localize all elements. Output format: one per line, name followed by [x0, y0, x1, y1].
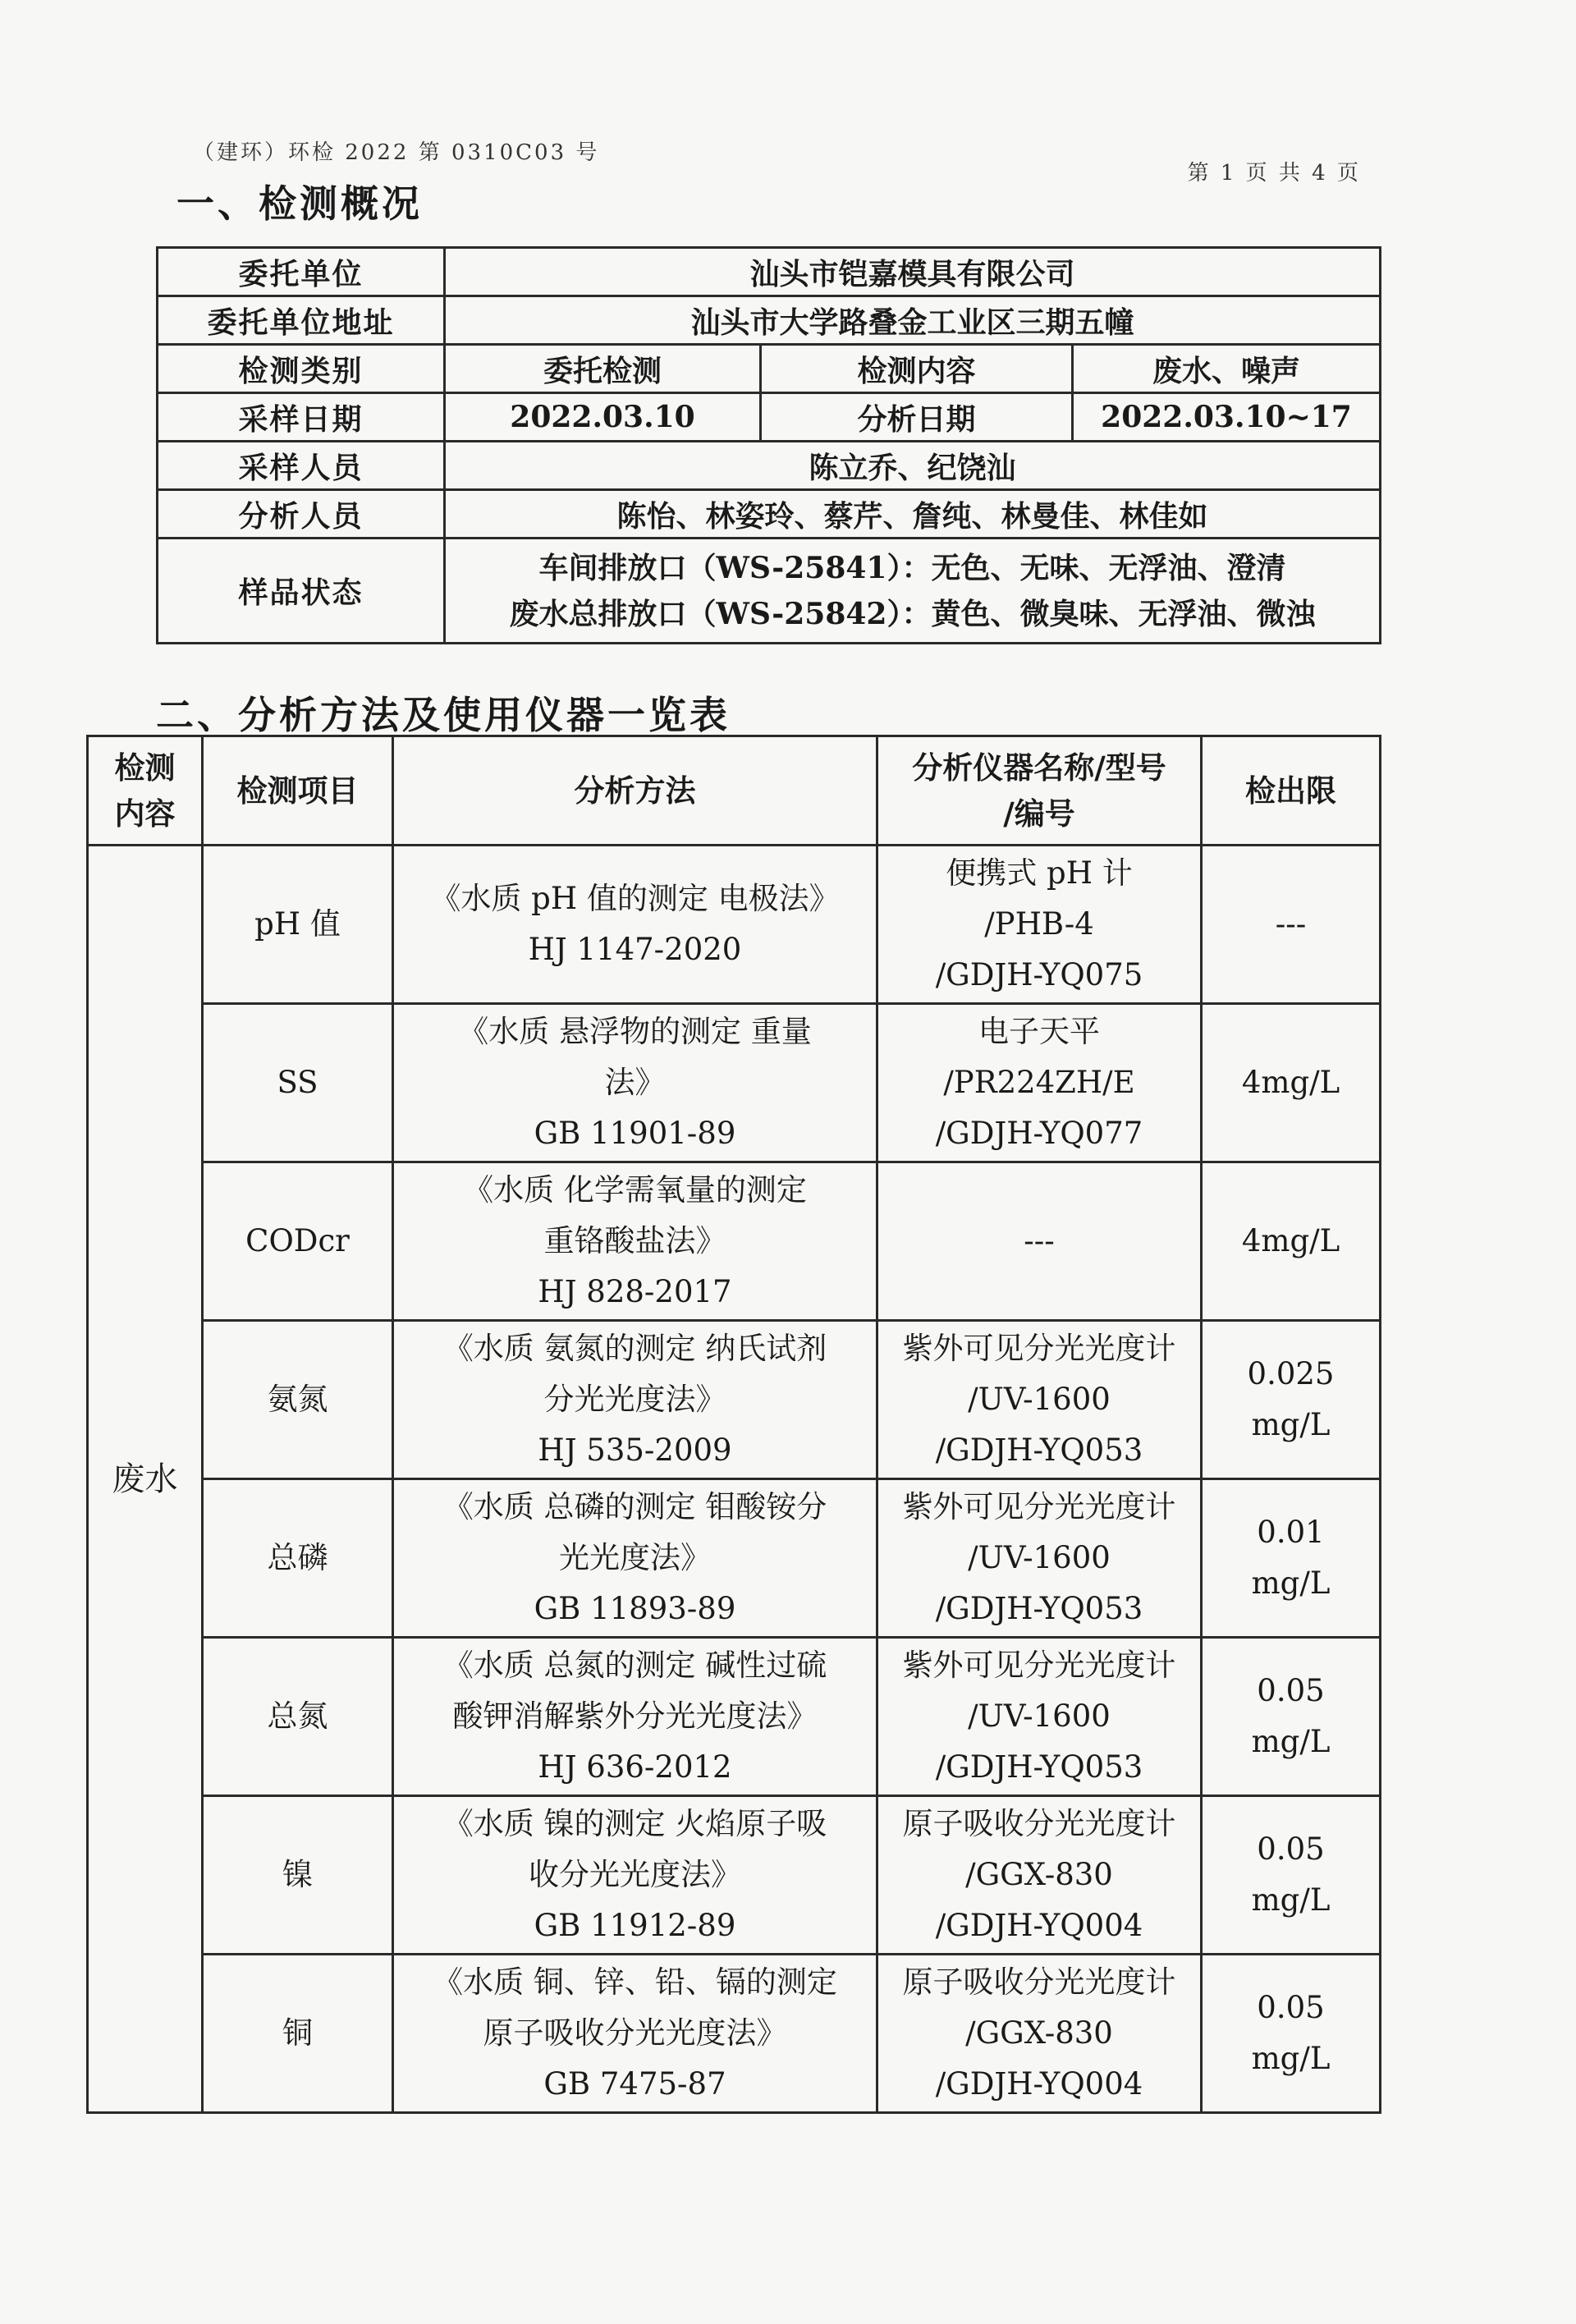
- samplers-value: 陈立乔、纪饶汕: [445, 442, 1381, 490]
- method-cell-line: GB 11912-89: [534, 1908, 736, 1943]
- instrument-cell: [877, 1004, 1202, 1162]
- method-cell-line: 法》: [604, 1065, 666, 1100]
- limit-cell-line: mg/L: [1251, 1565, 1331, 1601]
- col-header-content: 检测 内容: [88, 736, 203, 846]
- instrument-cell-line: ---: [1024, 1223, 1055, 1258]
- sampling-date-value: 2022.03.10: [445, 393, 761, 442]
- methods-table: [86, 735, 1381, 2114]
- method-cell-line: HJ 535-2009: [538, 1432, 732, 1468]
- table-row: [158, 296, 1381, 345]
- method-cell-line: 《水质 总氮的测定 碱性过硫: [442, 1648, 827, 1683]
- limit-cell: [1202, 846, 1381, 1004]
- instrument-cell-line: 便携式 pH 计: [946, 855, 1133, 891]
- instrument-cell-line: 电子天平: [978, 1014, 1100, 1049]
- samplers-label: 采样人员: [158, 442, 445, 490]
- sample-state-label: 样品状态: [158, 539, 445, 644]
- instrument-cell: [877, 1162, 1202, 1321]
- instrument-cell-line: 原子吸收分光光度计: [902, 1806, 1176, 1841]
- page-number: 第 1 页 共 4 页: [1187, 161, 1361, 186]
- instrument-cell: [877, 846, 1202, 1004]
- content-value: 废水、噪声: [1073, 345, 1381, 393]
- col-header-instrument: 分析仪器名称/型号 /编号: [877, 736, 1202, 846]
- report-number: （建环）环检 2022 第 0310C03 号: [193, 140, 600, 165]
- analysts-label: 分析人员: [158, 490, 445, 539]
- item-cell: 总氮: [203, 1638, 393, 1796]
- col-header-limit: 检出限: [1202, 736, 1381, 846]
- instrument-cell-line: /GDJH-YQ053: [935, 1432, 1143, 1468]
- instrument-cell-line: /GDJH-YQ053: [935, 1749, 1143, 1785]
- limit-cell-line: ---: [1275, 906, 1307, 942]
- instrument-cell-line: 紫外可见分光光度计: [902, 1331, 1176, 1366]
- analysts-value: 陈怡、林姿玲、蔡芹、詹纯、林曼佳、林佳如: [445, 490, 1381, 539]
- method-cell: [393, 1955, 877, 2113]
- method-cell-line: 《水质 铜、锌、铅、镉的测定: [433, 1964, 837, 2000]
- method-cell-line: 收分光光度法》: [529, 1857, 741, 1892]
- table-row: [88, 1162, 1381, 1321]
- instrument-cell: [877, 1955, 1202, 2113]
- table-row: [88, 1638, 1381, 1796]
- limit-cell: [1202, 1638, 1381, 1796]
- table-row: [158, 490, 1381, 539]
- limit-cell: [1202, 1162, 1381, 1321]
- method-cell-line: 《水质 悬浮物的测定 重量: [458, 1014, 812, 1049]
- method-cell-line: 《水质 总磷的测定 钼酸铵分: [442, 1489, 827, 1524]
- table-row: [158, 539, 1381, 644]
- instrument-cell-line: 紫外可见分光光度计: [902, 1648, 1176, 1683]
- table-row: [158, 393, 1381, 442]
- limit-cell-line: mg/L: [1251, 2041, 1331, 2076]
- limit-cell-line: 0.01: [1257, 1515, 1325, 1550]
- method-cell-line: 《水质 pH 值的测定 电极法》: [430, 881, 840, 916]
- sample-state-line: 废水总排放口（WS-25842）：黄色、微臭味、无浮油、微浊: [509, 596, 1316, 631]
- category-cell: 废水: [88, 846, 203, 2113]
- limit-cell-line: 0.025: [1247, 1356, 1335, 1391]
- item-cell: pH 值: [203, 846, 393, 1004]
- method-cell-line: 《水质 化学需氧量的测定: [463, 1172, 807, 1208]
- table-row: [88, 1321, 1381, 1479]
- overview-table: [156, 246, 1381, 644]
- method-cell-line: HJ 828-2017: [538, 1274, 732, 1309]
- sample-state-value: [445, 539, 1381, 644]
- section-1-title: 一、检测概况: [176, 181, 423, 226]
- instrument-cell: [877, 1321, 1202, 1479]
- instrument-cell-line: /UV-1600: [968, 1698, 1111, 1734]
- col-header-method: 分析方法: [393, 736, 877, 846]
- table-row: [88, 1955, 1381, 2113]
- item-cell: CODcr: [203, 1162, 393, 1321]
- instrument-cell-line: /GGX-830: [965, 2015, 1113, 2051]
- method-cell-line: 分光光度法》: [543, 1382, 726, 1417]
- method-cell: [393, 1796, 877, 1955]
- item-cell: SS: [203, 1004, 393, 1162]
- item-cell: 氨氮: [203, 1321, 393, 1479]
- instrument-cell-line: 原子吸收分光光度计: [902, 1964, 1176, 2000]
- instrument-cell: [877, 1479, 1202, 1638]
- limit-cell-line: mg/L: [1251, 1882, 1331, 1918]
- limit-cell-line: 0.05: [1257, 1990, 1325, 2025]
- instrument-cell-line: /UV-1600: [968, 1382, 1111, 1417]
- limit-cell: [1202, 1955, 1381, 2113]
- method-cell-line: GB 7475-87: [543, 2066, 726, 2102]
- limit-cell: [1202, 1321, 1381, 1479]
- table-row: [88, 1004, 1381, 1162]
- table-row: [158, 345, 1381, 393]
- sampling-date-label: 采样日期: [158, 393, 445, 442]
- method-cell: [393, 1321, 877, 1479]
- category-value: 委托检测: [445, 345, 761, 393]
- method-cell: [393, 1638, 877, 1796]
- item-cell: 镍: [203, 1796, 393, 1955]
- client-label: 委托单位: [158, 248, 445, 296]
- limit-cell: [1202, 1796, 1381, 1955]
- method-cell-line: GB 11893-89: [534, 1591, 736, 1626]
- instrument-cell-line: /GDJH-YQ053: [935, 1591, 1143, 1626]
- instrument-cell-line: /GDJH-YQ077: [935, 1116, 1143, 1151]
- method-cell-line: HJ 1147-2020: [528, 932, 742, 967]
- method-cell-line: 重铬酸盐法》: [543, 1223, 726, 1258]
- section-2-title: 二、分析方法及使用仪器一览表: [156, 693, 731, 737]
- client-value: 汕头市铠嘉模具有限公司: [445, 248, 1381, 296]
- method-cell-line: 酸钾消解紫外分光光度法》: [452, 1698, 818, 1734]
- address-label: 委托单位地址: [158, 296, 445, 345]
- limit-cell: [1202, 1479, 1381, 1638]
- table-row: [158, 442, 1381, 490]
- limit-cell-line: 0.05: [1257, 1673, 1325, 1708]
- instrument-cell-line: /PHB-4: [984, 906, 1094, 942]
- instrument-cell-line: /GDJH-YQ075: [935, 957, 1143, 992]
- item-cell: 总磷: [203, 1479, 393, 1638]
- method-cell: [393, 1479, 877, 1638]
- sample-state-line: 车间排放口（WS-25841）：无色、无味、无浮油、澄清: [538, 550, 1286, 585]
- instrument-cell-line: /GDJH-YQ004: [935, 2066, 1143, 2102]
- limit-cell: [1202, 1004, 1381, 1162]
- category-label: 检测类别: [158, 345, 445, 393]
- method-cell: [393, 846, 877, 1004]
- analysis-date-value: 2022.03.10~17: [1073, 393, 1381, 442]
- analysis-date-label: 分析日期: [761, 393, 1073, 442]
- method-cell-line: HJ 636-2012: [538, 1749, 732, 1785]
- address-value: 汕头市大学路叠金工业区三期五幢: [445, 296, 1381, 345]
- header-row: [88, 736, 1381, 846]
- instrument-cell-line: /GGX-830: [965, 1857, 1113, 1892]
- table-row: [158, 248, 1381, 296]
- instrument-cell-line: /UV-1600: [968, 1540, 1111, 1575]
- instrument-cell-line: /PR224ZH/E: [943, 1065, 1135, 1100]
- instrument-cell: [877, 1796, 1202, 1955]
- method-cell-line: 原子吸收分光光度法》: [483, 2015, 787, 2051]
- instrument-cell: [877, 1638, 1202, 1796]
- table-row: [88, 1796, 1381, 1955]
- item-cell: 铜: [203, 1955, 393, 2113]
- method-cell-line: 光光度法》: [559, 1540, 711, 1575]
- instrument-cell-line: 紫外可见分光光度计: [902, 1489, 1176, 1524]
- method-cell-line: GB 11901-89: [534, 1116, 736, 1151]
- limit-cell-line: mg/L: [1251, 1407, 1331, 1442]
- instrument-cell-line: /GDJH-YQ004: [935, 1908, 1143, 1943]
- limit-cell-line: 4mg/L: [1241, 1065, 1340, 1100]
- method-cell: [393, 1004, 877, 1162]
- limit-cell-line: mg/L: [1251, 1724, 1331, 1759]
- col-header-item: 检测项目: [203, 736, 393, 846]
- table-row: [88, 1479, 1381, 1638]
- content-label: 检测内容: [761, 345, 1073, 393]
- method-cell-line: 《水质 氨氮的测定 纳氏试剂: [442, 1331, 827, 1366]
- method-cell: [393, 1162, 877, 1321]
- limit-cell-line: 4mg/L: [1241, 1223, 1340, 1258]
- method-cell-line: 《水质 镍的测定 火焰原子吸: [442, 1806, 827, 1841]
- table-row: [88, 846, 1381, 1004]
- limit-cell-line: 0.05: [1257, 1831, 1325, 1867]
